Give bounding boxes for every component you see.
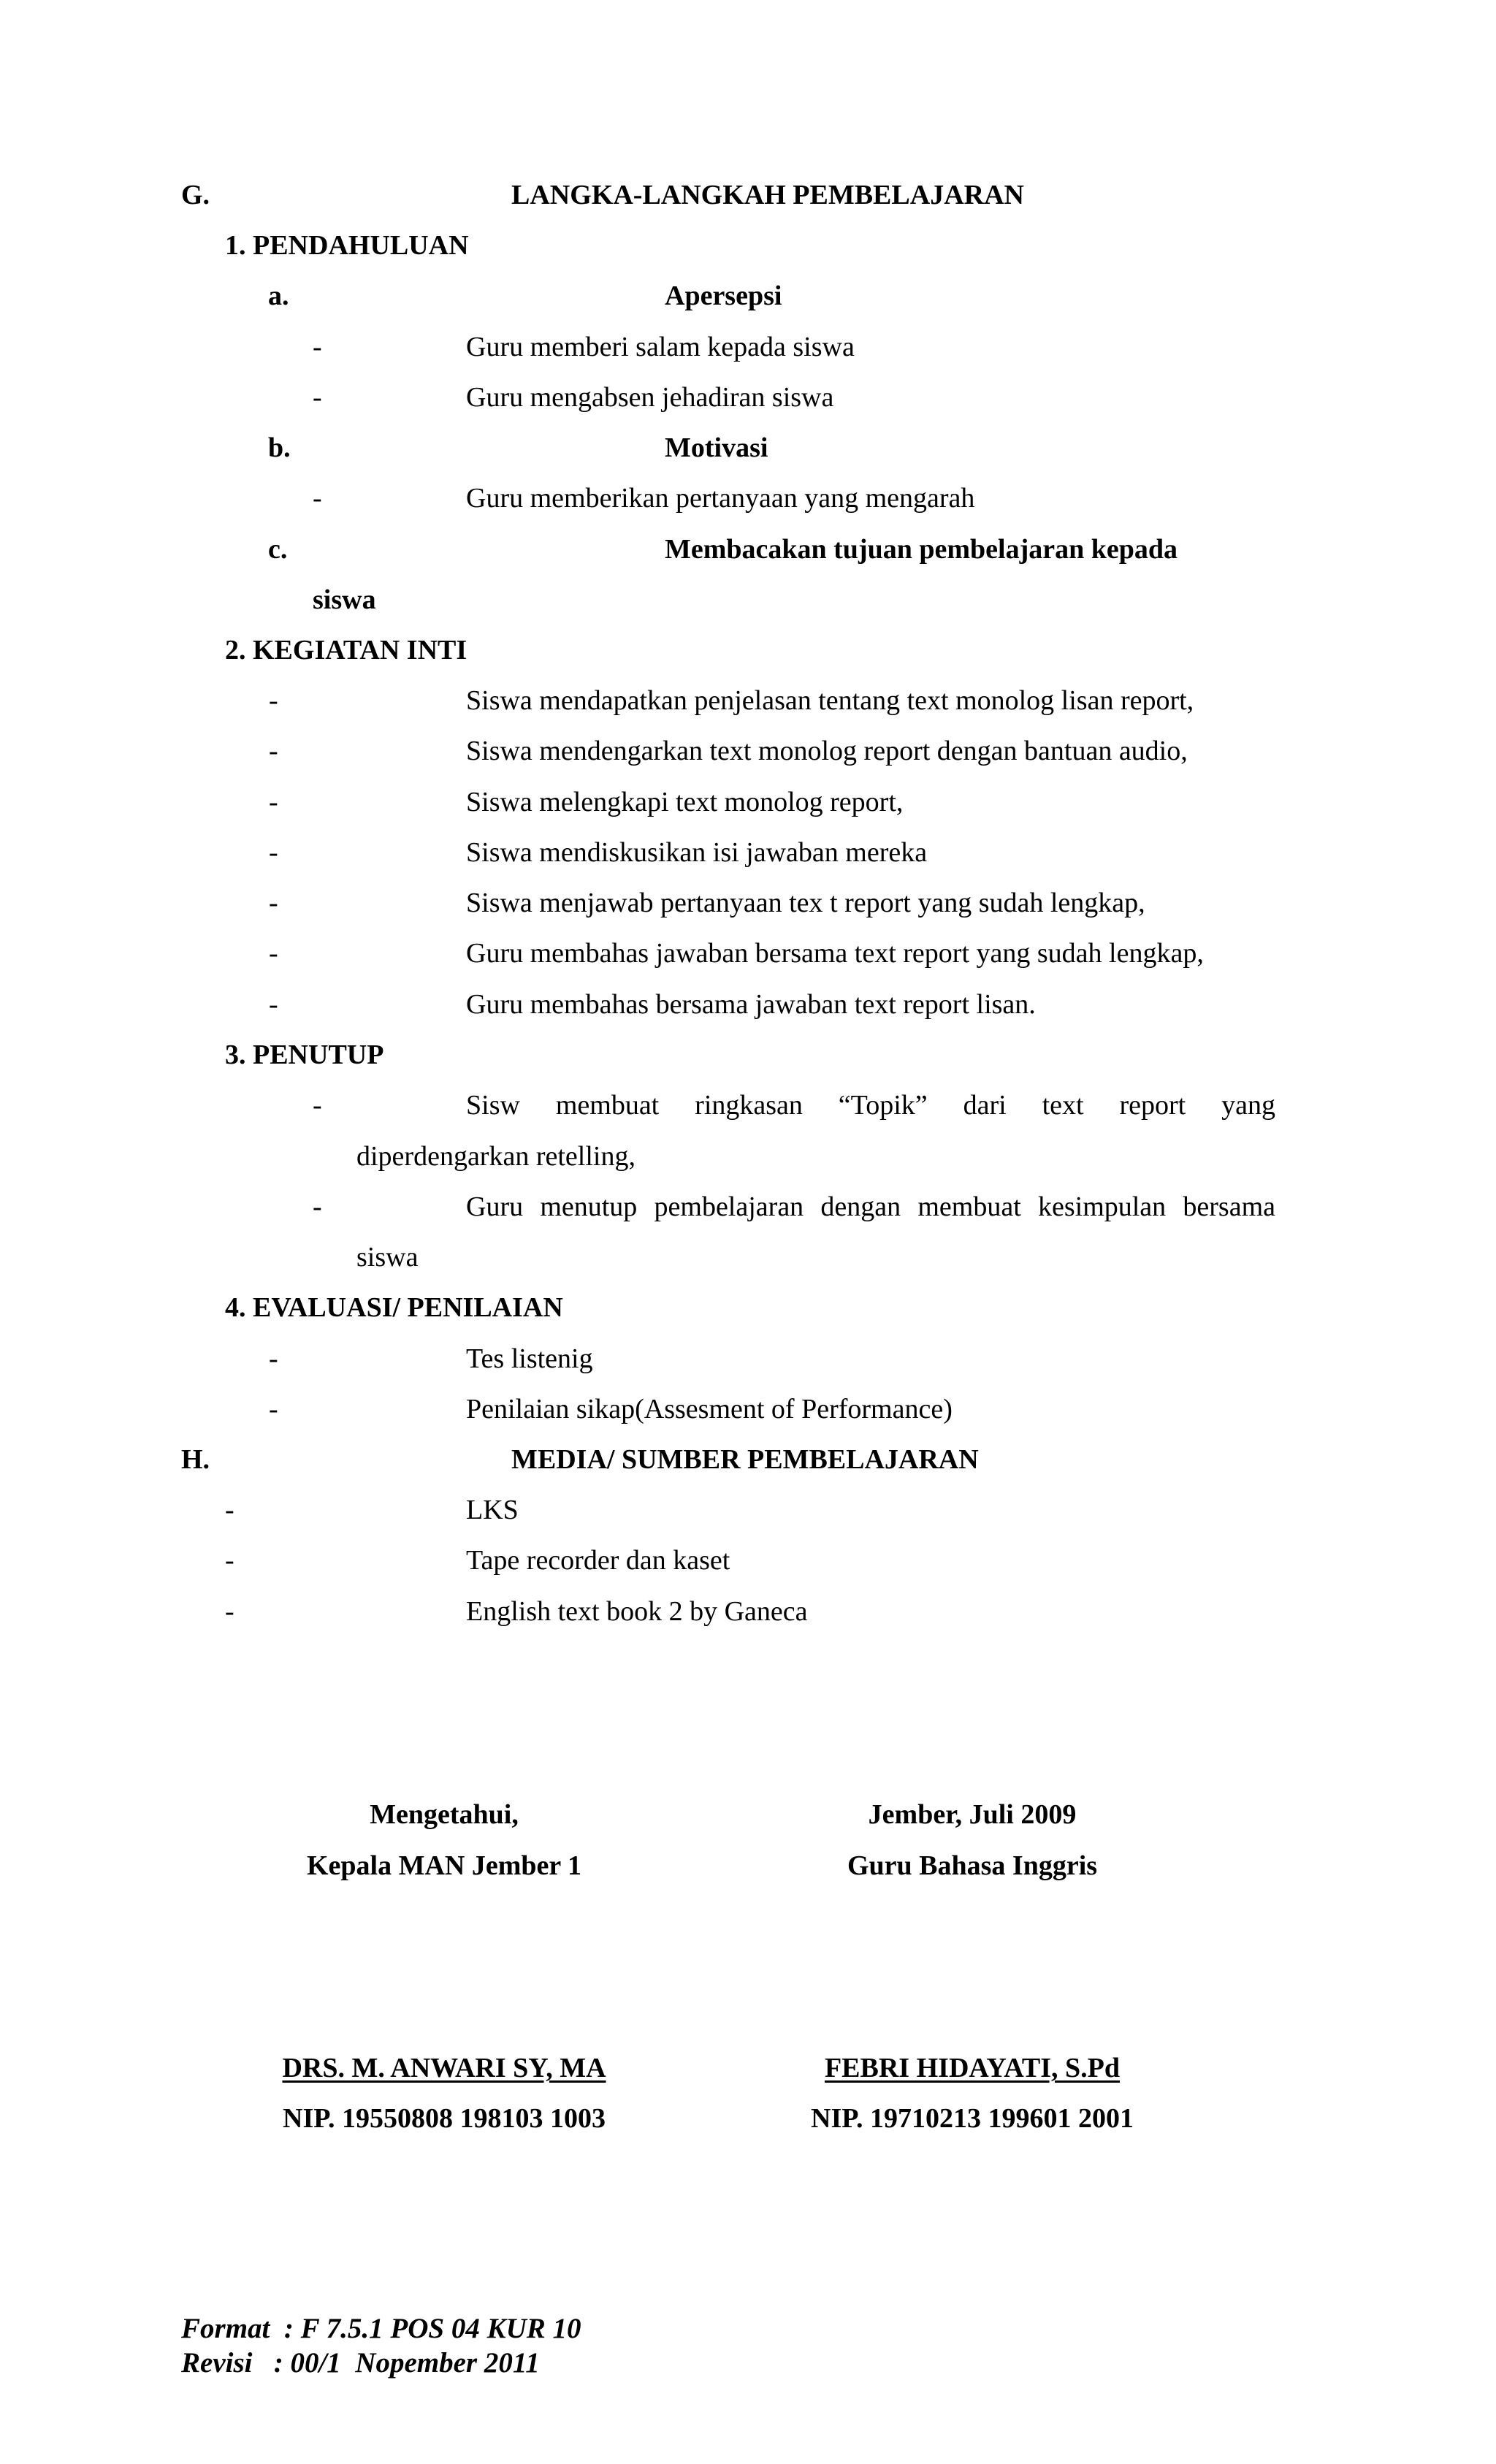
list-item: Guru mengabsen jehadiran siswa — [466, 382, 834, 413]
sign-right-name: FEBRI HIDAYATI, S.Pd — [824, 2053, 1121, 2083]
list-item: Tes listenig — [466, 1343, 593, 1374]
list-bullet: - — [225, 1596, 234, 1627]
part1-a-title: Apersepsi — [665, 281, 782, 311]
list-bullet: - — [269, 888, 278, 918]
list-item: English text book 2 by Ganeca — [466, 1596, 808, 1627]
section-h-title: MEDIA/ SUMBER PEMBELAJARAN — [511, 1444, 979, 1475]
section-h-letter: H. — [181, 1444, 210, 1475]
part1-c-title: Membacakan tujuan pembelajaran kepada — [665, 534, 1178, 565]
list-item: Sisw membuat ringkasan “Topik” dari text report yang — [466, 1090, 1275, 1121]
sign-right-line1: Jember, Juli 2009 — [868, 1799, 1077, 1830]
list-item: Siswa mendiskusikan isi jawaban mereka — [466, 837, 928, 868]
list-item: Penilaian sikap(Assesment of Performance) — [466, 1394, 953, 1424]
list-bullet: - — [313, 332, 322, 362]
list-bullet: - — [269, 989, 278, 1020]
sign-left-line1: Mengetahui, — [370, 1799, 519, 1830]
sign-left-nip: NIP. 19550808 198103 1003 — [283, 2103, 606, 2134]
list-item: Siswa mendengarkan text monolog report dengan bantuan audio, — [466, 736, 1188, 766]
part3-heading: 3. PENUTUP — [225, 1040, 384, 1070]
list-item: Guru membahas bersama jawaban text report lisan. — [466, 989, 1036, 1020]
part1-b-title: Motivasi — [665, 432, 768, 463]
list-item: Tape recorder dan kaset — [466, 1545, 730, 1576]
list-item-continued: diperdengarkan retelling, — [356, 1141, 636, 1172]
list-item: Siswa menjawab pertanyaan tex t report yang sudah lengkap, — [466, 888, 1145, 918]
sign-right-line2: Guru Bahasa Inggris — [847, 1850, 1098, 1881]
list-item: Siswa melengkapi text monolog report, — [466, 787, 904, 817]
part1-heading: 1. PENDAHULUAN — [225, 230, 469, 261]
list-bullet: - — [269, 1394, 278, 1424]
sign-right-nip: NIP. 19710213 199601 2001 — [811, 2103, 1134, 2134]
list-item-continued: siswa — [356, 1242, 419, 1273]
list-bullet: - — [225, 1495, 234, 1525]
footer-format: Format : F 7.5.1 POS 04 KUR 10 — [181, 2313, 581, 2344]
section-g-title: LANGKA-LANGKAH PEMBELAJARAN — [511, 180, 1024, 210]
list-bullet: - — [269, 837, 278, 868]
list-item: Guru membahas jawaban bersama text report yang sudah lengkap, — [466, 938, 1204, 969]
list-bullet: - — [269, 938, 278, 969]
part1-c-letter: c. — [268, 534, 288, 565]
list-item: LKS — [466, 1495, 519, 1525]
sign-left-line2: Kepala MAN Jember 1 — [306, 1850, 582, 1881]
list-item: Guru memberikan pertanyaan yang mengarah — [466, 483, 975, 514]
part1-b-letter: b. — [268, 432, 291, 463]
part1-a-letter: a. — [268, 281, 289, 311]
sign-left-name: DRS. M. ANWARI SY, MA — [282, 2053, 606, 2083]
part2-heading: 2. KEGIATAN INTI — [225, 635, 468, 665]
list-bullet: - — [269, 787, 278, 817]
list-item: Guru memberi salam kepada siswa — [466, 332, 855, 362]
list-bullet: - — [269, 736, 278, 766]
part1-c-title-continued: siswa — [313, 584, 376, 615]
list-item: Guru menutup pembelajaran dengan membuat kesimpulan bersama — [466, 1191, 1275, 1222]
list-item: Siswa mendapatkan penjelasan tentang text monolog lisan report, — [466, 685, 1194, 716]
list-bullet: - — [269, 1343, 278, 1374]
list-bullet: - — [269, 685, 278, 716]
section-g-letter: G. — [181, 180, 210, 210]
footer-revisi: Revisi : 00/1 Nopember 2011 — [181, 2347, 540, 2379]
list-bullet: - — [225, 1545, 234, 1576]
list-bullet: - — [313, 382, 322, 413]
list-bullet: - — [313, 1191, 322, 1222]
list-bullet: - — [313, 483, 322, 514]
part4-heading: 4. EVALUASI/ PENILAIAN — [225, 1292, 563, 1323]
list-bullet: - — [313, 1090, 322, 1121]
